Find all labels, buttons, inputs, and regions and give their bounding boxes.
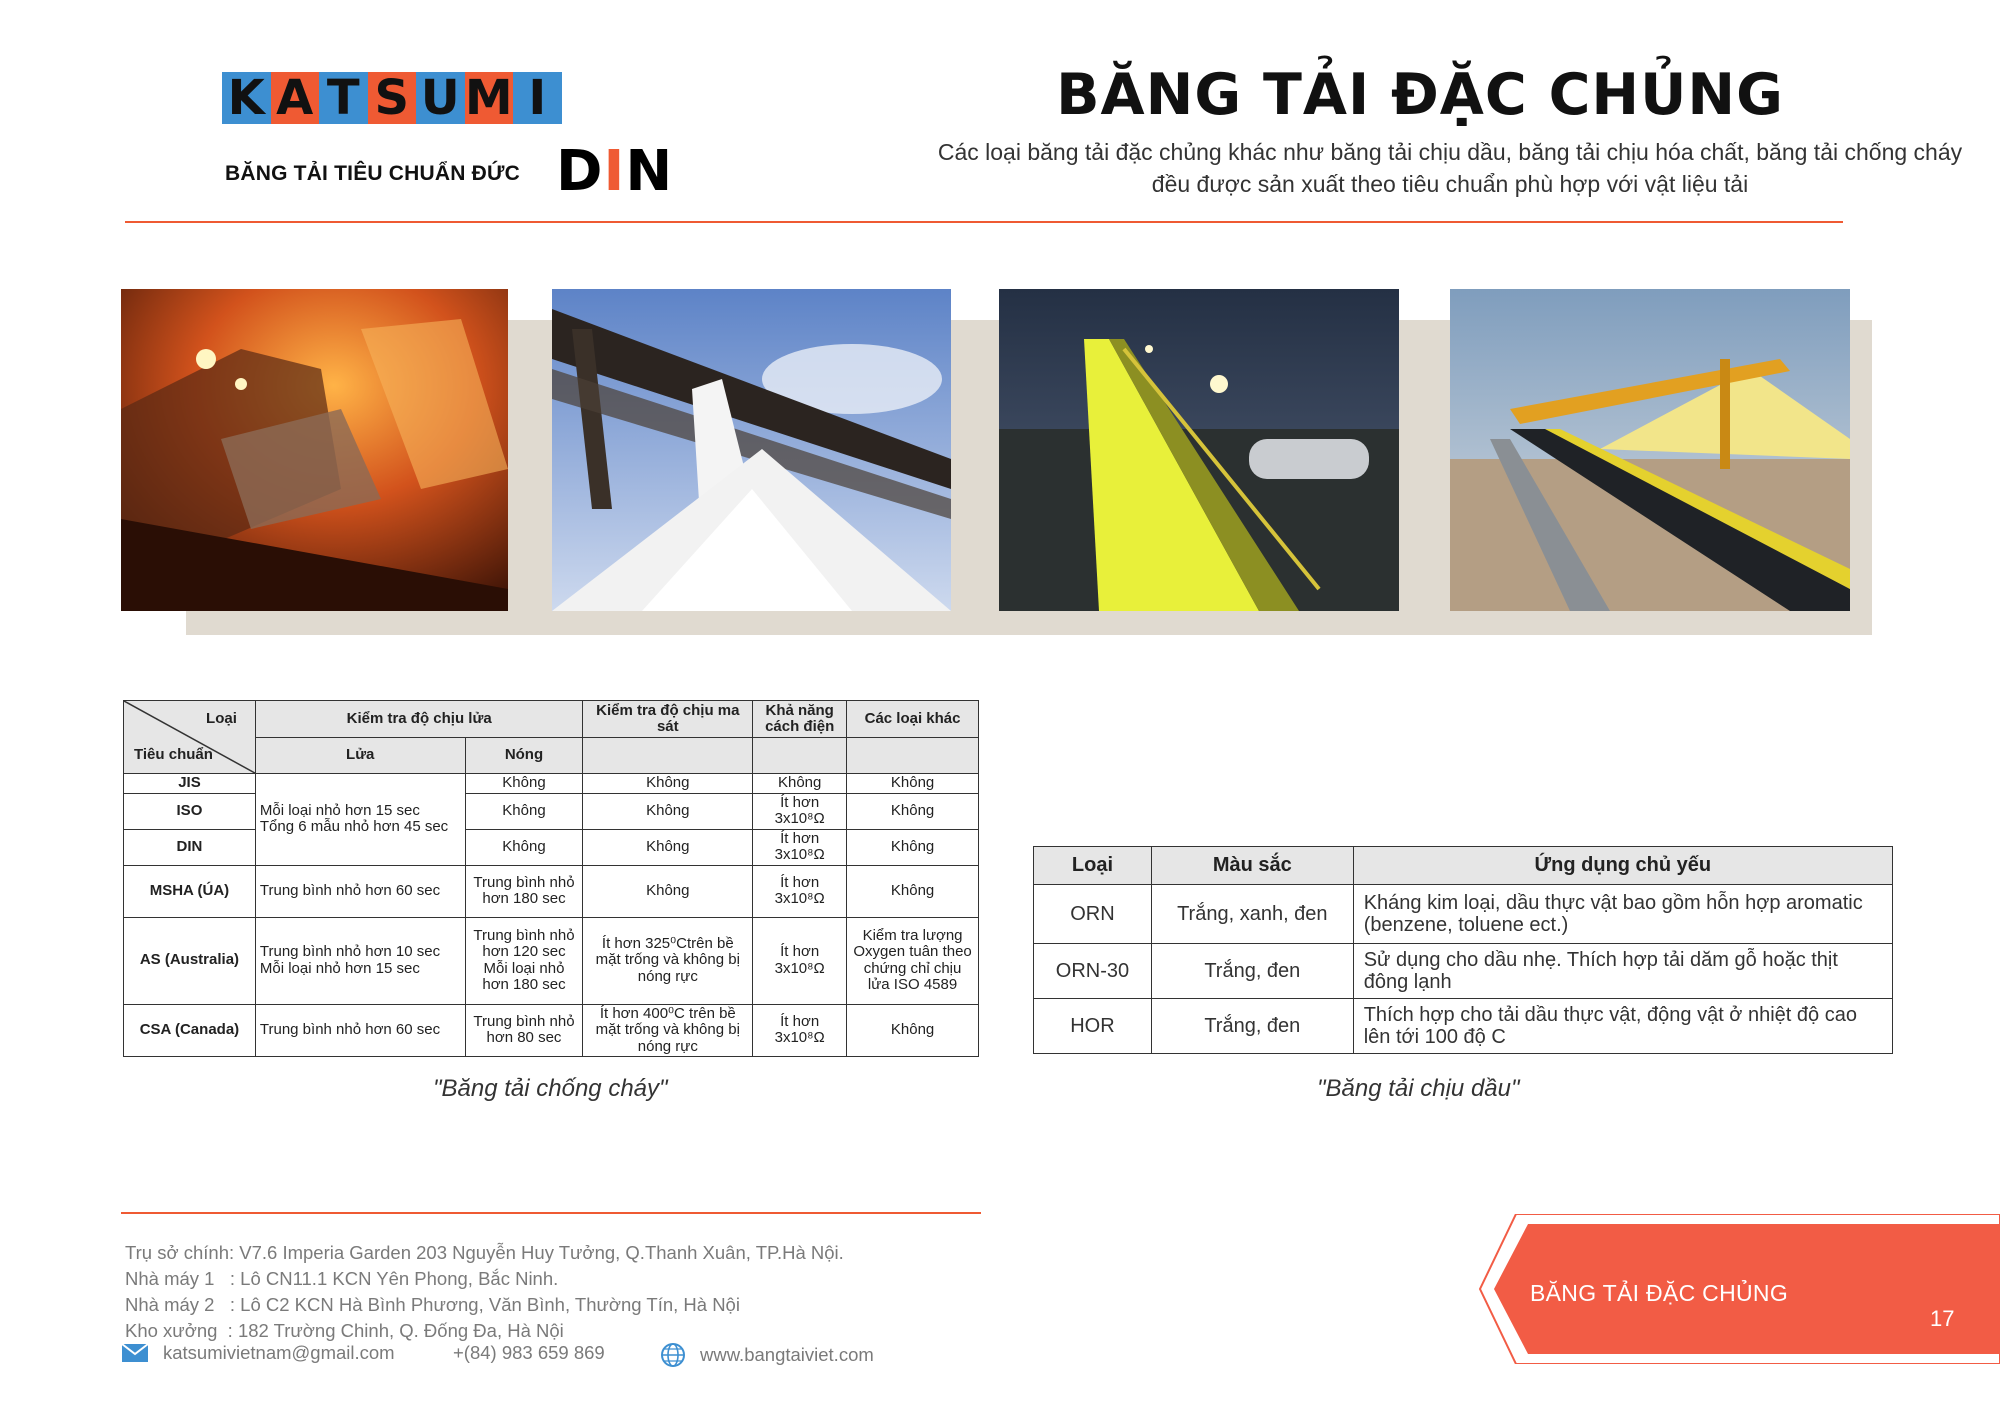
phone-text: +(84) 983 659 869 [453, 1342, 605, 1363]
flame-cell: Mỗi loại nhỏ hơn 15 sec Tổng 6 mẫu nhỏ hơn 45 sec [255, 774, 465, 866]
footer-addresses [125, 1240, 844, 1344]
table-row [124, 865, 979, 917]
email-text: katsumivietnam@gmail.com [163, 1342, 395, 1363]
badge-label: BĂNG TẢI ĐẶC CHỦNG [1530, 1280, 1789, 1306]
din-letter-d: D [556, 139, 604, 204]
column-header: Màu sắc [1151, 847, 1353, 885]
column-header: Khả năng cách điện [753, 701, 847, 738]
other-cell: Không [847, 829, 979, 865]
other-cell: Không [847, 774, 979, 794]
standard-cell: DIN [124, 829, 256, 865]
standard-cell: CSA (Canada) [124, 1004, 256, 1057]
website-contact[interactable] [660, 1342, 874, 1368]
header-divider [125, 221, 1843, 223]
photo-stacker-conveyor [1450, 289, 1850, 611]
flame-cell: Trung bình nhỏ hơn 60 sec [255, 1004, 465, 1057]
photo-yellow-conveyor [999, 289, 1399, 611]
brand-subtitle: BĂNG TẢI TIÊU CHUẨN ĐỨC [225, 162, 521, 185]
email-contact[interactable] [121, 1342, 395, 1364]
table-row [124, 793, 979, 829]
table-row [1034, 944, 1893, 999]
din-letter-n: N [625, 139, 674, 204]
fire-resistant-table [123, 700, 979, 1057]
address-line: Kho xưởng : 182 Trường Chinh, Q. Đống Đa, Hà Nội [125, 1320, 564, 1341]
subtitle-line: đều được sản xuất theo tiêu chuẩn phù hợp với vật liệu tải [1151, 171, 1749, 197]
type-cell: ORN-30 [1034, 944, 1152, 999]
type-cell: HOR [1034, 999, 1152, 1054]
standard-cell: JIS [124, 774, 256, 794]
application-cell: Thích hợp cho tải dầu thực vật, động vật ở nhiệt độ cao lên tới 100 độ C [1353, 999, 1892, 1054]
logo-letter: I [513, 72, 562, 124]
type-cell: ORN [1034, 885, 1152, 944]
other-cell: Kiểm tra lượng Oxygen tuân theo chứng chỉ chịu lửa ISO 4589 [847, 917, 979, 1004]
insulation-cell: Ít hơn 3x10⁸Ω [753, 829, 847, 865]
column-header-empty [753, 738, 847, 774]
logo-letter: U [416, 72, 465, 124]
column-header-empty [847, 738, 979, 774]
din-letter-i: I [603, 139, 626, 204]
logo-letter: K [222, 72, 271, 124]
address-line: Nhà máy 1 : Lô CN11.1 KCN Yên Phong, Bắc Ninh. [125, 1268, 559, 1289]
column-header: Ứng dụng chủ yếu [1353, 847, 1892, 885]
fire-table-caption: "Băng tải chống cháy" [433, 1075, 668, 1102]
friction-cell: Ít hơn 400⁰C trên bề mặt trống và không bị nóng rực [583, 1004, 753, 1057]
website-text: www.bangtaiviet.com [700, 1344, 874, 1365]
table-row [124, 1004, 979, 1057]
table-row [1034, 999, 1893, 1054]
footer-divider [121, 1212, 981, 1214]
insulation-cell: Ít hơn 3x10⁸Ω [753, 1004, 847, 1057]
column-header-empty [583, 738, 753, 774]
other-cell: Không [847, 793, 979, 829]
column-header: Kiểm tra độ chịu ma sát [583, 701, 753, 738]
logo-letter: S [368, 72, 417, 124]
flame-cell: Trung bình nhỏ hơn 10 sec Mỗi loại nhỏ hơn 15 sec [255, 917, 465, 1004]
page-subtitle [820, 136, 2000, 200]
din-logo [556, 139, 674, 204]
insulation-cell: Ít hơn 3x10⁸Ω [753, 865, 847, 917]
address-line: Trụ sở chính: V7.6 Imperia Garden 203 Nguyễn Huy Tưởng, Q.Thanh Xuân, TP.Hà Nội. [125, 1242, 844, 1263]
hot-cell: Không [465, 829, 583, 865]
hot-cell: Trung bình nhỏ hơn 80 sec [465, 1004, 583, 1057]
color-cell: Trắng, xanh, đen [1151, 885, 1353, 944]
hot-cell: Không [465, 793, 583, 829]
standard-cell: MSHA (ÚA) [124, 865, 256, 917]
flame-cell: Trung bình nhỏ hơn 60 sec [255, 865, 465, 917]
friction-cell: Không [583, 865, 753, 917]
photo-mining-conveyor [121, 289, 508, 611]
other-cell: Không [847, 1004, 979, 1057]
standard-cell: AS (Australia) [124, 917, 256, 1004]
logo-letter: T [319, 72, 368, 124]
table-row [124, 917, 979, 1004]
table-row [1034, 885, 1893, 944]
insulation-cell: Ít hơn 3x10⁸Ω [753, 917, 847, 1004]
application-cell: Kháng kim loại, dầu thực vật bao gồm hỗn hợp aromatic (benzene, toluene ect.) [1353, 885, 1892, 944]
friction-cell: Không [583, 774, 753, 794]
application-cell: Sử dụng cho dầu nhẹ. Thích hợp tải dăm gỗ hoặc thịt đông lạnh [1353, 944, 1892, 999]
logo-letter: A [271, 72, 320, 124]
table-row [124, 774, 979, 794]
table-corner-cell [124, 701, 256, 774]
page-number: 17 [1930, 1306, 1955, 1331]
oil-resistant-table [1033, 846, 1893, 1054]
address-line: Nhà máy 2 : Lô C2 KCN Hà Bình Phương, Văn Bình, Thường Tín, Hà Nội [125, 1294, 740, 1315]
hot-cell: Không [465, 774, 583, 794]
katsumi-logo [222, 72, 562, 124]
column-header: Lửa [255, 738, 465, 774]
insulation-cell: Ít hơn 3x10⁸Ω [753, 793, 847, 829]
standard-cell: ISO [124, 793, 256, 829]
table-row [124, 829, 979, 865]
page-title: BĂNG TẢI ĐẶC CHỦNG [1056, 62, 1784, 128]
subtitle-line: Các loại băng tải đặc chủng khác như băng tải chịu dầu, băng tải chịu hóa chất, băng tải chống cháy [937, 139, 1963, 165]
other-cell: Không [847, 865, 979, 917]
photo-salt-conveyor [552, 289, 951, 611]
insulation-cell: Không [753, 774, 847, 794]
column-header: Loại [1034, 847, 1152, 885]
hot-cell: Trung bình nhỏ hơn 180 sec [465, 865, 583, 917]
phone-contact[interactable] [453, 1342, 605, 1364]
globe-icon [660, 1342, 686, 1368]
friction-cell: Không [583, 793, 753, 829]
corner-standard-label: Tiêu chuẩn [134, 745, 213, 763]
column-header: Kiểm tra độ chịu lửa [255, 701, 583, 738]
logo-letter: M [464, 70, 513, 126]
oil-table-caption: "Băng tải chịu dầu" [1317, 1075, 1520, 1102]
corner-type-label: Loại [206, 710, 237, 727]
envelope-icon [121, 1343, 149, 1363]
friction-cell: Không [583, 829, 753, 865]
friction-cell: Ít hơn 325⁰Ctrên bề mặt trống và không bị nóng rực [583, 917, 753, 1004]
column-header: Nóng [465, 738, 583, 774]
column-header: Các loại khác [847, 701, 979, 738]
color-cell: Trắng, đen [1151, 999, 1353, 1054]
color-cell: Trắng, đen [1151, 944, 1353, 999]
hot-cell: Trung bình nhỏ hơn 120 sec Mỗi loại nhỏ hơn 180 sec [465, 917, 583, 1004]
